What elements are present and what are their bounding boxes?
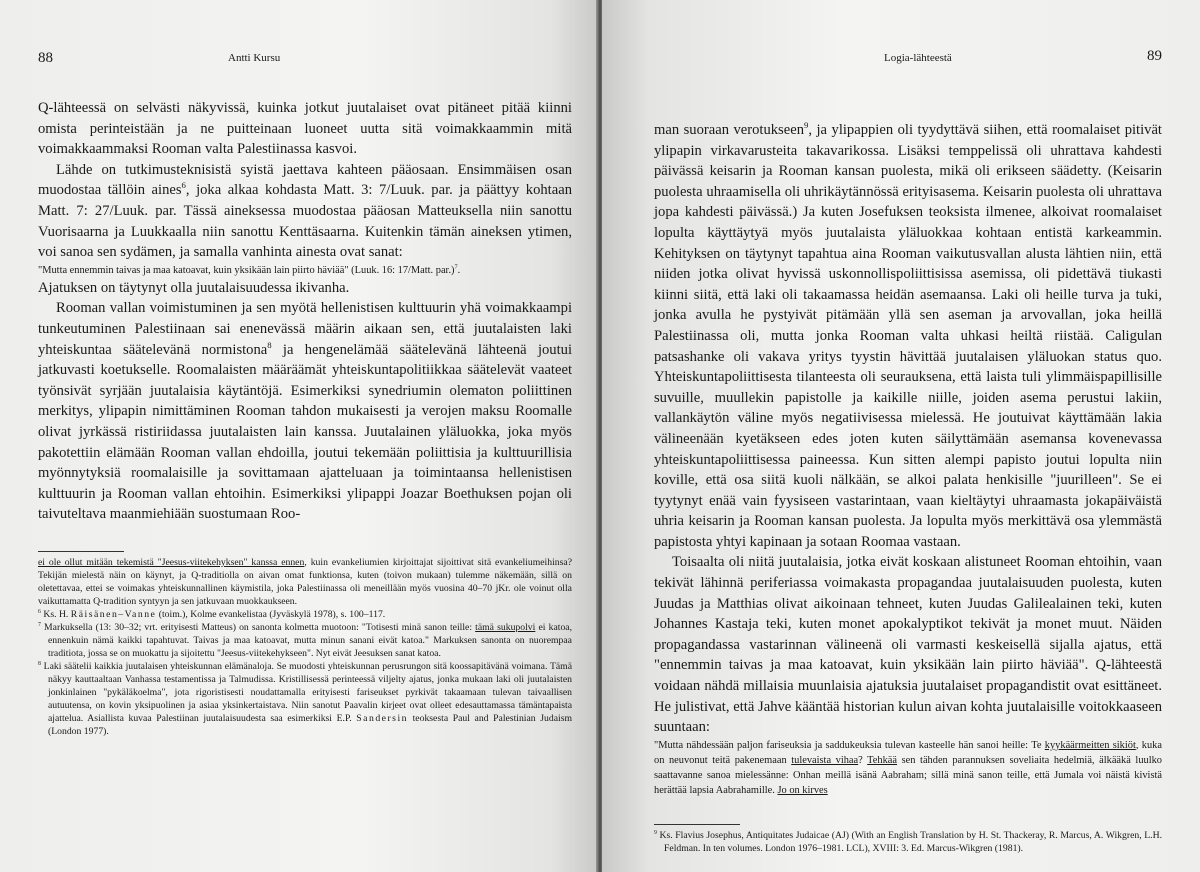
right-running-head (654, 44, 1162, 68)
footnote-7: $^7$ Markuksella (13: 30–32; vrt. erityisesti Matteus) on sanonta kolmetta muotoon: "Totisesti minä sanon teille: tämä sukupolvi ei katoa, ennenkuin nämä kaikki tapahtuvat. Taivas ja maa katoavat, mutta minun sanani eivät katoa." Markuksen sanonta on nuorempaa traditiota, jossa se on muokattu ja sijoitettu "Jeesus-viitekehykseen". Nyt eivät Jeesuksen sanat katoa. (38, 621, 573, 659)
running-head-title: Logia-lähteestä (884, 52, 952, 64)
right-page (602, 0, 1200, 872)
page-number: 88 (38, 50, 53, 66)
paragraph: Ajatuksen on täytynyt olla juutalaisuudessa ikivanha. (38, 279, 350, 296)
left-footnotes (38, 556, 572, 738)
paragraph: Rooman vallan voimistuminen ja sen myötä hellenistisen kulttuurin yhä voimakkaampi tunkeutuminen Palestiinaan sai enenevässä määrin aikaan sen, että juutalaisten laki yhteiskuntaa säätelevänä normistona$^8$ ja hengenelämää säätelevänä lähteenä joutui jatkuvasti koetukselle. Roomalaisten määräämät yhteiskuntapolitiikkaa säätelevät vaateet työnsivät syrjään juutalaisia käytäntöjä. Esimerkiksi synedriumin olematon poliittinen merkitys, ylipapin nimittäminen Rooman tahdon mukaisesti ja verojen maksu Roomalle olivat jyrkässä ristiriidassa juutalaisten lain kanssa. Juutalainen yläluokka, joka myös pakotettiin elämään Rooman vallan ehdoilla, joutui tekemään poliittisia ja kulttuurillisia myönnytyksiä roomalaisille ja sovittamaan ajatteluaan ja toimintaansa hellenistisen kulttuurin ja Rooman vallan ehtoihin. Esimerkiksi ylipappi Joazar Boethuksen pojan oli taivuteltava maanmiehiään suostumaan Roo- (38, 300, 573, 523)
right-body-text (654, 120, 1162, 798)
page-number: 89 (1147, 48, 1162, 64)
footnote-6: $^6$ Ks. H. Räisänen–Vanne (toim.), Kolme evankelistaa (Jyväskylä 1978), s. 100–117. (38, 608, 386, 620)
footnote-continuation: ei ole ollut mitään tekemistä "Jeesus-viitekehyksen" kanssa ennen, kuin evankeliumien kirjoittajat sijoittivat sitä evankeliumeihinsa? Tekijän mielestä näin on käynyt, ja Q-traditiolla on aivan omat funktionsa, kuten (toivon mukaan) tulemme näkemään, sillä on oletettavaa, ettei se voimakas yhteiskunnallinen käymistila, joka Palestiinassa oli meneillään myös vuosina 40–70 jKr. ole voinut olla vaikuttamatta Q-tradition syntyyn ja sen jatkuvaan muokkaukseen. (38, 556, 572, 607)
left-page (0, 0, 598, 872)
footnote-8: $^8$ Laki säätelii kaikkia juutalaisen yhteiskunnan elämänaloja. Se muodosti yhteiskunnan perusrungon sitä koossapitävänä voimana. Tämä näkyy kauttaaltaan Vanhassa testamentissa ja Talmudissa. Kristillisessä perinteessä viljelty ajatus, jonka mukaan laki oli juutalaisten jonkinlainen "pykäläkoelma", jota rigoristisesti noudattamalla erityisesti fariseukset pyrkivät takaamaan tulevan taivaallisen autuutensa, on kovin yksipuolinen ja asiaa yksinkertaistava. Niin sanotut Paavalin kirjeet ovat olleet edesauttamassa tämäntapaista ajattelua. Asiallista kuvaa Palestiinan juutalaisuudesta saa esimerkiksi E.P. Sandersin teoksesta Paul and Palestinian Judaism (London 1977). (38, 660, 573, 737)
footnote-ref: 6 (181, 180, 186, 191)
footnote-separator (654, 824, 740, 825)
footnote-ref: 7 (454, 263, 458, 271)
footnote-ref: 8 (267, 339, 272, 350)
footnote-separator (38, 551, 124, 552)
paragraph: Toisaalta oli niitä juutalaisia, jotka eivät koskaan alistuneet Rooman ehtoihin, vaan tekivät lähinnä periferiassa voimakasta propagandaa juutalaisuuden puolesta, kuten Juudas ja Matthias olivat aikoinaan tehneet, kuten Juudas Galilealainen teki, kuten Johannes Kastaja teki, kuten monet apokalyptikot tekivät ja monet muut. Näiden propagandassa vastarinnan välineenä oli varmasti keskeisellä sijalla ajatus, että "ennemmin taivas ja maa katoavat, kuin yksikään lain piirto häviää". Q-lähteestä voidaan nähdä millaisia muunlaisia ajatuksia juutalaiset propagandistit ovat esittäneet. He julistivat, että Jahve kääntää historian kulun aivan kohta juutalaisille voitokkaaseen suuntaan: (654, 554, 1162, 736)
paragraph: Q-lähteessä on selvästi näkyvissä, kuinka jotkut juutalaiset ovat pitäneet pitää kiinni omista perinteistään ja ne puitteinaan luoneet uutta sitä voimakkaammin mitä voimakkaammaksi Rooman valta Palestiinassa kasvoi. (38, 100, 572, 158)
footnote-ref: 9 (804, 120, 809, 131)
block-quote: "Mutta nähdessään paljon fariseuksia ja saddukeuksia tulevan kasteelle hän sanoi heille: Te kyykäärmeitten sikiöt, kuka on neuvonut teitä pakenemaan tulevaista vihaa? Tehkää sen tähden parannuksen soveliaita hedelmiä, älkääkä luulko saattavanne sanoa mielessänne: Onhan meillä isänä Aabraham; sillä minä sanon teille, että Jumala voi näistä kivistä herättää lapsia Aabrahamille. Jo on kirves (654, 739, 1162, 796)
running-head-author: Antti Kursu (228, 52, 281, 64)
paragraph: man suoraan verotukseen$^9$, ja ylipappien oli tyydyttävä siihen, että roomalaiset pitivät ylipapin virkavarusteita takavarikossa. Lisäksi temppelissä oli uhrattava kahdesti päivässä keisarin ja Rooman kansan puolesta, mikä oli erikseen säädetty. (Keisarin puolesta uhraamisella oli uhrikäytännössä erityisasema. Keisarin puolesta oli uhrattava jopa kahdesti päivässä.) Ja kuten Josefuksen teoksista ilmenee, alkoivat roomalaiset lopulta käyttäytyä myös juutalaista yläluokkaa kohtaan entistä karkeammin. Kehityksen on täytynyt tapahtua aina Rooman vaikutusvallan alusta lähtien niin, että niiden jotka olivat hyvissä uskonnollispoliittisissa asemissa, oli pidettävä tiukasti kiinni siitä, että laki oli takaamassa heidän asemaansa. Laki oli heille turva ja tuki, jonka avulla he pystyivät pitämään yllä sen aseman ja arvovallan, joka heillä Palestiinassa oli, mutta jonka Rooman valta uhkasi heiltä riistää. Caligulan patsashanke oli vakava yritys tyystin hävittää juutalaisen yläluokan status quo. Yhteiskuntapoliittisesta tilanteesta oli seurauksena, että laista tuli ylimmäispapillisille suvuille, muullekin papistolle ja kaikille niille, joiden asema perustui lakiin, vallankäytön väline myös negatiivisessa mielessä. He joutuivat käyttämään lakia välineenään kyetäkseen edes joten kuten säilyttämään asemansa kovenevassa yhteiskuntapoliittisessa paineessa. Kun sitten alempi papisto joutui lopulta niin koville, että osa siitä kuoli nälkään, se alkoi palata henkisille "juurilleen". Se ei tyytynyt enää vain fyysiseen vastarintaan, vaan kieltäytyi uhraamasta jokapäiväistä uhria keisarin ja Rooman kansan puolesta. Ja lopulta myös merkittävä osa ylemmästä papistosta yhtyi kapinaan ja sotaan Roomaa vastaan. (654, 120, 1162, 550)
left-body-text (38, 98, 572, 525)
right-footnotes (654, 829, 1162, 855)
block-quote: "Mutta ennemmin taivas ja maa katoavat, kuin yksikään lain piirto häviää" (Luuk. 16: 17/Matt. par.)$^7$. (38, 263, 461, 276)
left-running-head (38, 44, 572, 68)
footnote-9: $^9$ Ks. Flavius Josephus, Antiquitates Judaicae (AJ) (With an English Translation by H. St. Thackeray, R. Marcus, A. Wikgren, L.H. Feldman. In ten volumes. London 1976–1981. LCL), XVIII: 3. Ed. Marcus-Wikgren (1981). (654, 829, 1162, 854)
paragraph: Lähde on tutkimusteknisistä syistä jaettava kahteen pääosaan. Ensimmäisen osan muodostaa tällöin aines$^6$, joka alkaa kohdasta Matt. 3: 7/Luuk. par. ja päättyy kohtaan Matt. 7: 27/Luuk. par. Tässä aineksessa muodostaa pääosan Matteuksella niin sanottu Vuorisaarna ja Luukkaalla niin sanottu Kenttäsaarna. Kuitenkin tämän aineksen ytimen, voi sanoa sen sydämen, ja samalla vanhinta ainesta ovat sanat: (38, 161, 572, 261)
